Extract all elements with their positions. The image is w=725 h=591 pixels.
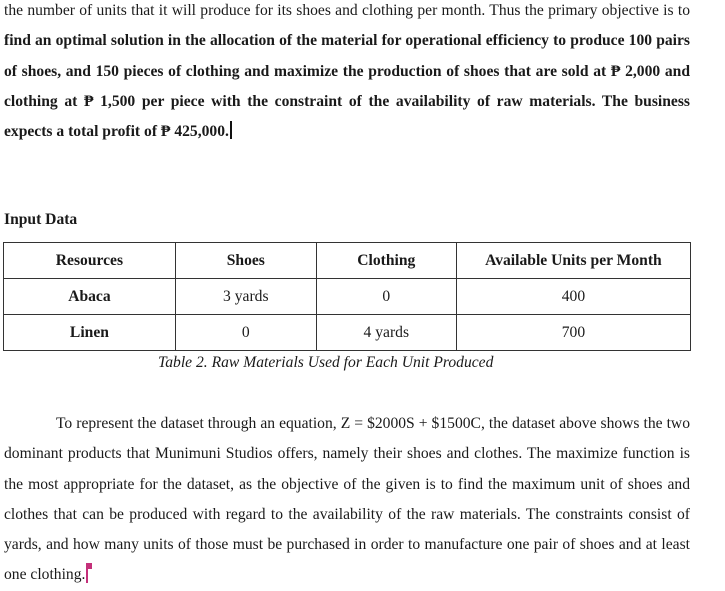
header-resources: Resources (4, 243, 176, 279)
cell-resource: Abaca (4, 279, 176, 315)
text-cursor (230, 121, 232, 139)
comment-marker-icon[interactable] (86, 564, 88, 583)
cell-clothing: 0 (316, 279, 456, 315)
cell-shoes: 0 (175, 315, 316, 351)
raw-materials-table (3, 242, 691, 351)
header-shoes: Shoes (175, 243, 316, 279)
body-paragraph (4, 409, 690, 591)
cell-shoes: 3 yards (175, 279, 316, 315)
body-text: To represent the dataset through an equation, Z = $2000S + $1500C, the dataset above shows the two dominant products that Munimuni Studios offers, namely their shoes and clothes. The maximize function is the most appropriate for the dataset, as the objective of the given is to find the maximum unit of shoes and clothes that can be produced with regard to the availability of the raw materials. The constraints consist of yards, and how many units of those must be purchased in order to manufacture one pair of shoes and at least one clothing. (4, 415, 690, 584)
cell-resource: Linen (4, 315, 176, 351)
intro-text: the number of units that it will produce for its shoes and clothing per month. Thus the primary objective is to (4, 2, 690, 19)
header-available-units: Available Units per Month (456, 243, 690, 279)
table-row (4, 279, 691, 315)
cell-available: 400 (456, 279, 690, 315)
cell-available: 700 (456, 315, 690, 351)
table-header-row (4, 243, 691, 279)
header-clothing: Clothing (316, 243, 456, 279)
table-caption: Table 2. Raw Materials Used for Each Unit Produced (158, 354, 494, 371)
section-heading: Input Data (4, 211, 78, 228)
cell-clothing: 4 yards (316, 315, 456, 351)
table-row (4, 315, 691, 351)
intro-paragraph (4, 0, 690, 147)
objective-text: find an optimal solution in the allocation of the material for operational efficiency to produce 100 pairs of shoes, and 150 pieces of clothing and maximize the production of shoes that are sold at ₱ 2,000 and clothing at ₱ 1,500 per piece with the constraint of the availability of raw materials. The business expects a total profit of ₱ 425,000. (4, 32, 690, 141)
